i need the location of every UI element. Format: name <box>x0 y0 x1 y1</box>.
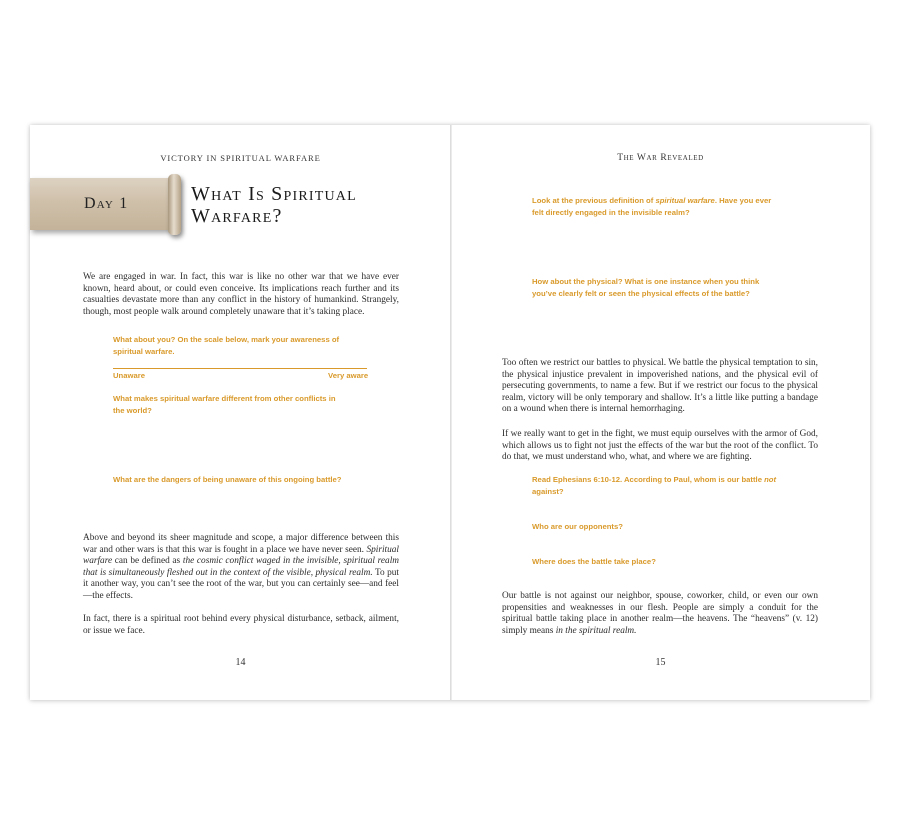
paragraph-spiritual-root: In fact, there is a spiritual root behind every physical disturbance, setback, ailment, or issue we face. <box>83 614 399 636</box>
question-dangers: What are the dangers of being unaware of this ongoing battle? <box>113 475 342 484</box>
q1-text-b: . Have you ever felt directly engaged in the invisible realm? <box>532 196 772 217</box>
book-spread <box>30 125 870 700</box>
running-head-left: VICTORY IN SPIRITUAL WARFARE <box>160 153 321 163</box>
chapter-title-line1: What Is Spiritual <box>191 183 357 205</box>
chapter-title <box>191 183 421 227</box>
scale-label-unaware: Unaware <box>113 371 146 380</box>
q1-text-a: Look at the previous definition of <box>532 196 656 205</box>
question-physical-effects: How about the physical? What is one instance when you think you’ve clearly felt or seen the physical effects of the battle? <box>532 277 760 298</box>
question-difference: What makes spiritual warfare different from other conflicts in the world? <box>113 394 336 415</box>
para2-text-c: To put it another way, you can’t see the root of the war, but you can certainly see—and feel—the effects. <box>83 567 400 601</box>
q3-italic: not <box>764 475 777 484</box>
question-opponents: Who are our opponents? <box>532 522 623 531</box>
question-awareness: What about you? On the scale below, mark your awareness of spiritual warfare. <box>113 335 340 356</box>
question-ephesians <box>532 474 777 497</box>
question-invisible-realm <box>532 195 777 218</box>
right-page <box>451 125 870 700</box>
para3-text-a: Our battle is not against our neighbor, spouse, coworker, child, or even our own propensities and weaknesses in our flesh. People are simply a conduit for the spiritual battle taking place in another realm—the heavens. The “heavens” (v. 12) simply means <box>502 591 818 636</box>
page-number-right: 15 <box>655 657 666 668</box>
question-battle-location: Where does the battle take place? <box>532 557 656 566</box>
q1-italic: spiritual warfare <box>655 196 715 205</box>
awareness-scale-line[interactable] <box>113 368 367 369</box>
para2-italic-definition: the cosmic conflict waged in the invisible, spiritual realm that is simultaneously fleshed out in the context of the visible, physical realm. <box>83 556 400 578</box>
q3-text-a: Read Ephesians 6:10-12. According to Paul, whom is our battle <box>532 475 765 484</box>
scroll-roll-icon <box>168 174 181 235</box>
paragraph-our-battle <box>502 591 818 637</box>
paragraph-definition <box>83 533 399 603</box>
para2-text-a: Above and beyond its sheer magnitude and scope, a major difference between this war and other wars is that this war is fought in a place we have never seen. <box>83 533 399 555</box>
para2-text-b: can be defined as <box>112 556 183 567</box>
scale-label-very-aware: Very aware <box>328 371 369 380</box>
page-number-left: 14 <box>235 657 246 668</box>
chapter-title-line2: Warfare? <box>191 205 283 227</box>
para2-italic-term: Spiritual warfare <box>83 544 399 567</box>
day-label: Day 1 <box>84 195 129 212</box>
paragraph-physical-battles: Too often we restrict our battles to physical. We battle the physical temptation to sin, the physical injustice prevalent in impoverished nations, and the physical evil of persecuting governments, to name a few. But if we restrict our focus to the physical realm, victory will be only temporary and shallow. It’s a little like putting a bandage on a wound when there is internal hemorrhaging. <box>502 358 818 415</box>
paragraph-armor-of-god: If we really want to get in the fight, we must equip ourselves with the armor of God, which allows us to fight not just the effects of the war but the root of the conflict. To do that, we must understand who, what, and where we are fighting. <box>502 429 818 463</box>
running-head-right: The War Revealed <box>617 153 704 163</box>
para3-italic: in the spiritual realm. <box>555 625 637 636</box>
q3-text-b: against? <box>532 486 564 496</box>
left-page <box>30 125 451 700</box>
paragraph-intro: We are engaged in war. In fact, this war is like no other war that we have ever known, heard about, or could even conceive. Its implications reach further and its casualties devastate more than any conflict in the history of humankind. Strangely, though, most people walk around completely unaware that it’s taking place. <box>83 272 399 317</box>
